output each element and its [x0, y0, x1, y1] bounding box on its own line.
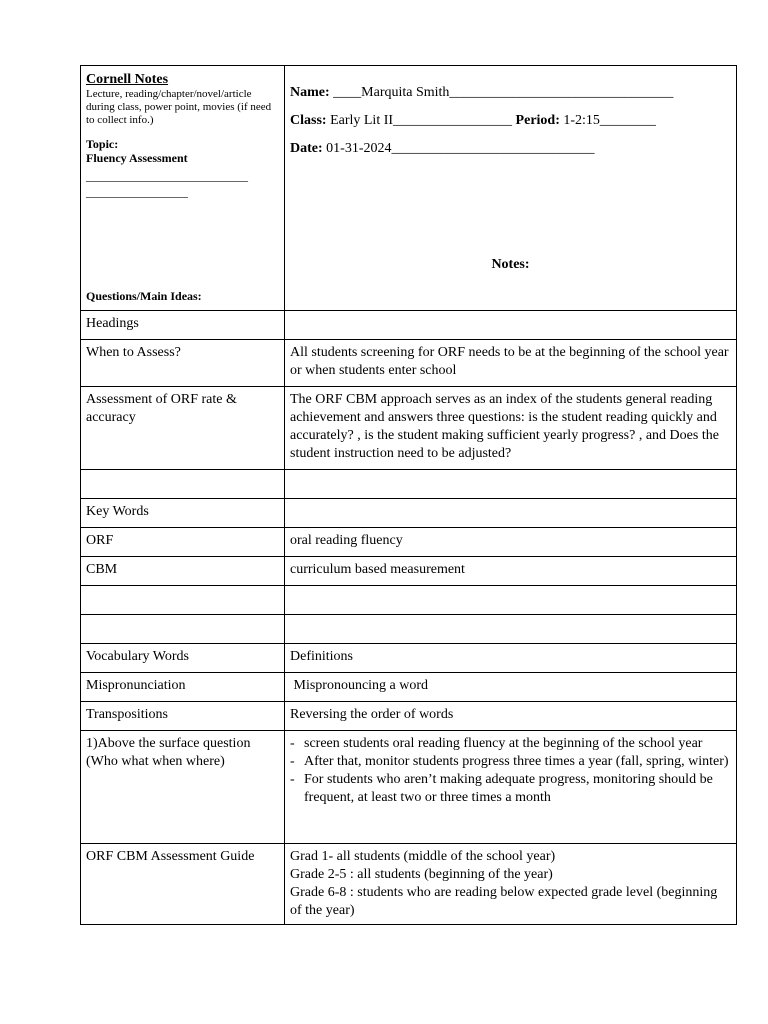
when-to-assess-notes: All students screening for ORF needs to be at the beginning of the school year or when students enter school [285, 340, 737, 387]
empty-cell [285, 470, 737, 499]
guide-line: Grad 1- all students (middle of the school year) [290, 849, 556, 864]
header-right-cell [285, 66, 737, 311]
transpositions-definition-cell: Reversing the order of words [285, 702, 737, 731]
empty-cell [81, 470, 285, 499]
name-line [290, 84, 731, 102]
table-row [81, 844, 737, 925]
above-surface-question-cell: 1)Above the surface question (Who what when where) [81, 731, 285, 844]
assessment-rate-notes: The ORF CBM approach serves as an index of the students general reading achievement and answers three questions: is the student reading quickly and accurately? , is the student making sufficient yearly progress? , and Does the student instruction need to be adjusted? [285, 387, 737, 470]
table-row [81, 586, 737, 615]
empty-cell [285, 615, 737, 644]
header-row [81, 66, 737, 311]
key-words-cell: Key Words [81, 499, 285, 528]
cornell-notes-title: Cornell Notes [86, 72, 169, 87]
date-line [290, 140, 731, 158]
topic-blank-line-1: ___________________________ [86, 169, 248, 183]
definitions-header-cell: Definitions [285, 644, 737, 673]
table-row [81, 644, 737, 673]
cornell-notes-subtitle: Lecture, reading/chapter/novel/article during class, power point, movies (if need to collect info.) [86, 88, 272, 126]
topic-label: Topic: [86, 137, 119, 151]
table-row [81, 557, 737, 586]
table-row [81, 528, 737, 557]
topic-blank-line-2: _________________ [86, 185, 188, 199]
name-value: ____Marquita Smith________________________________ [329, 85, 674, 100]
guide-line: Grade 2-5 : all students (beginning of the year) [290, 867, 553, 882]
headings-notes-cell [285, 311, 737, 340]
when-to-assess-cell: When to Assess? [81, 340, 285, 387]
header-left-cell [81, 66, 285, 311]
period-value: 1-2:15________ [559, 113, 656, 128]
assessment-guide-cell: ORF CBM Assessment Guide [81, 844, 285, 925]
cbm-definition-cell: curriculum based measurement [285, 557, 737, 586]
class-value: Early Lit II_________________ [326, 113, 516, 128]
assessment-rate-cell: Assessment of ORF rate & accuracy [81, 387, 285, 470]
table-row [81, 615, 737, 644]
table-row [81, 731, 737, 844]
mispronunciation-definition-cell: Mispronouncing a word [285, 673, 737, 702]
class-label: Class: [290, 113, 327, 128]
vocabulary-words-cell: Vocabulary Words [81, 644, 285, 673]
period-label: Period: [515, 113, 560, 128]
cornell-notes-table [80, 65, 737, 925]
name-label: Name: [290, 85, 330, 100]
transpositions-term-cell: Transpositions [81, 702, 285, 731]
cbm-term-cell: CBM [81, 557, 285, 586]
key-words-notes-cell [285, 499, 737, 528]
answer-list [290, 735, 731, 807]
questions-main-ideas-label: Questions/Main Ideas: [86, 289, 202, 303]
list-item: - After that, monitor students progress three times a year (fall, spring, winter) [290, 753, 731, 771]
empty-cell [285, 586, 737, 615]
table-row [81, 702, 737, 731]
table-row [81, 470, 737, 499]
orf-term-cell: ORF [81, 528, 285, 557]
table-row [81, 311, 737, 340]
orf-definition-cell: oral reading fluency [285, 528, 737, 557]
notes-label: Notes: [491, 257, 530, 272]
above-surface-answers-cell [285, 731, 737, 844]
table-row [81, 387, 737, 470]
table-row [81, 340, 737, 387]
table-row [81, 499, 737, 528]
empty-cell [81, 615, 285, 644]
assessment-guide-notes [285, 844, 737, 925]
date-label: Date: [290, 141, 323, 156]
table-row [81, 673, 737, 702]
class-line [290, 112, 731, 130]
date-value: 01-31-2024_____________________________ [322, 141, 595, 156]
mispronunciation-term-cell: Mispronunciation [81, 673, 285, 702]
list-item: - For students who aren’t making adequate progress, monitoring should be frequent, at least two or three times a month [290, 771, 731, 807]
guide-line: Grade 6-8 : students who are reading below expected grade level (beginning of the year) [290, 885, 718, 918]
empty-cell [81, 586, 285, 615]
headings-cell: Headings [81, 311, 285, 340]
topic-value: Fluency Assessment [86, 151, 188, 165]
list-item: - screen students oral reading fluency at the beginning of the school year [290, 735, 731, 753]
